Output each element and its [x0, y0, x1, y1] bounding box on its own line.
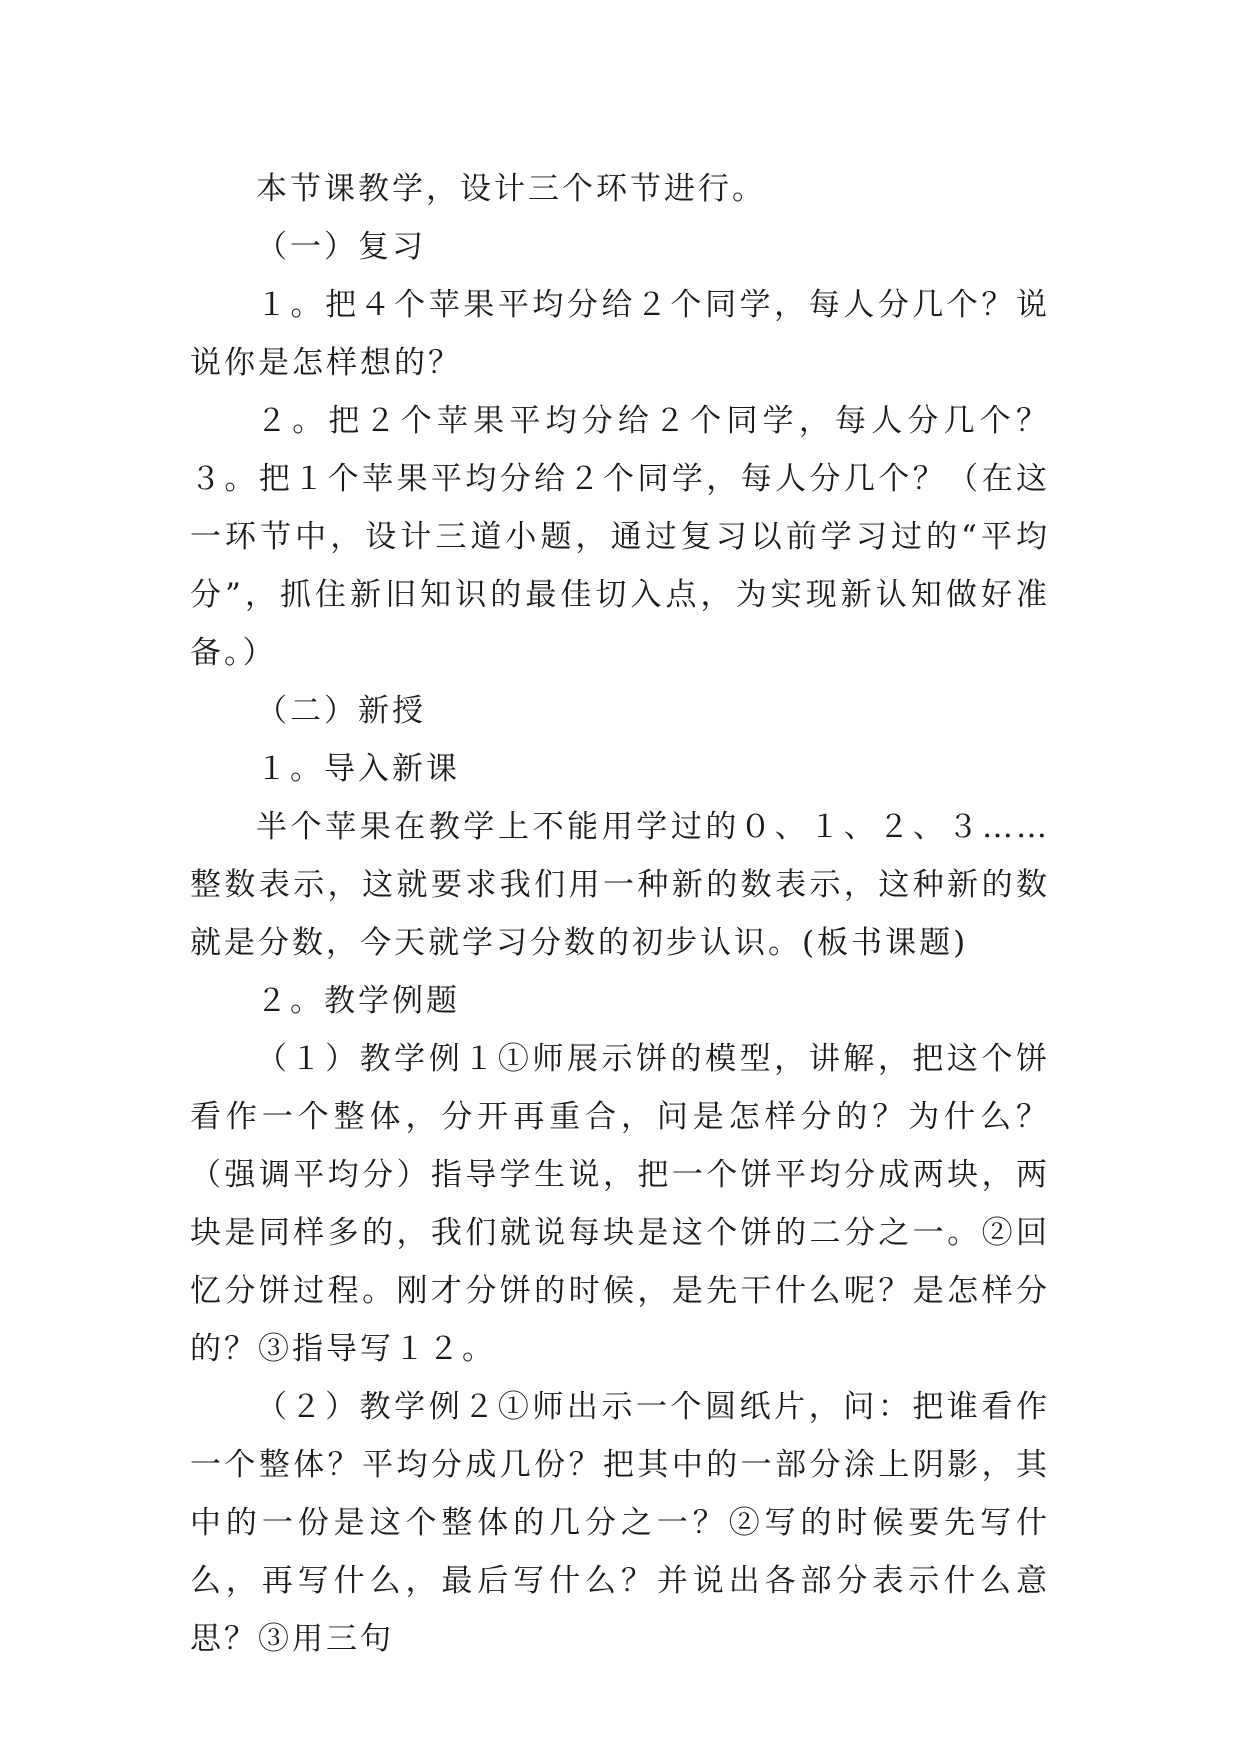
- paragraph-review-1: １。把４个苹果平均分给２个同学，每人分几个？说说你是怎样想的？: [190, 287, 1050, 381]
- paragraph-half-apple: 半个苹果在教学上不能用学过的０、１、２、３……整数表示，这就要求我们用一种新的数表示，这种新的数就是分数，今天就学习分数的初步认识。(板书课题): [190, 809, 1050, 961]
- paragraph-example-1: （１）教学例１①师展示饼的模型，讲解，把这个饼看作一个整体，分开再重合，问是怎样分的？为什么？（强调平均分）指导学生说，把一个饼平均分成两块，两块是同样多的，我们就说每块是这个饼的二分之一。②回忆分饼过程。刚才分饼的时候，是先干什么呢？是怎样分的？③指导写１２。: [190, 1041, 1050, 1367]
- section-heading-new-lesson: （二）新授: [256, 693, 426, 729]
- paragraph-review-2-3: ２。把２个苹果平均分给２个同学，每人分几个？３。把１个苹果平均分给２个同学，每人分几个？（在这一环节中，设计三道小题，通过复习以前学习过的“平均分”，抓住新旧知识的最佳切入点，为实现新认知做好准备。）: [190, 403, 1050, 671]
- document-body: [190, 160, 1050, 1668]
- subheading-introduce-lesson: １。导入新课: [256, 751, 460, 787]
- subheading-teaching-examples: ２。教学例题: [256, 983, 460, 1019]
- paragraph-intro: 本节课教学，设计三个环节进行。: [256, 171, 766, 207]
- section-heading-review: （一）复习: [256, 229, 426, 265]
- paragraph-example-2: （２）教学例２①师出示一个圆纸片，问：把谁看作一个整体？平均分成几份？把其中的一部分涂上阴影，其中的一份是这个整体的几分之一？②写的时候要先写什么，再写什么，最后写什么？并说出各部分表示什么意思？③用三句: [190, 1389, 1050, 1657]
